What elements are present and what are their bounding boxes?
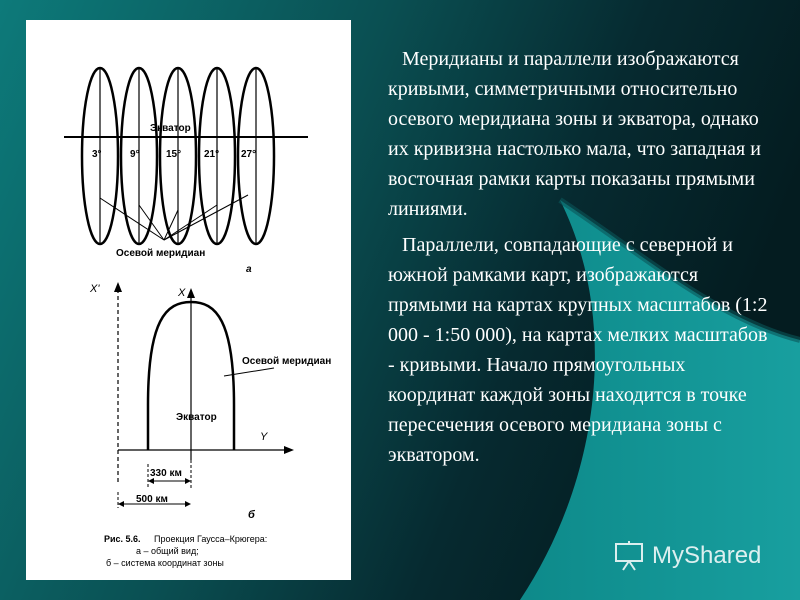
presentation-board-icon bbox=[612, 539, 646, 573]
equator-label-a: Экватор bbox=[150, 123, 191, 134]
axial-meridian-label-a: Осевой меридиан bbox=[116, 248, 206, 259]
zone-label: 15° bbox=[166, 149, 182, 160]
caption-line-2: а – общий вид; bbox=[136, 546, 199, 556]
part-a-label: а bbox=[246, 264, 252, 275]
paragraph-parallels: Параллели, совпадающие с северной и южной рамками карт, изображаются прямыми на картах крупных масштабов (1:2 000 - 1:50 000), на картах мелких масштабов - кривыми. Начало прямоугольных координат каждой зоны находится в точке пересечения осевого меридиана зоны с экватором. bbox=[388, 234, 768, 466]
x-label: X bbox=[178, 287, 186, 299]
zone-label: 21° bbox=[204, 149, 220, 160]
zone-label: 27° bbox=[241, 149, 257, 160]
caption-title: Рис. 5.6. bbox=[104, 534, 141, 544]
zone-label: 3° bbox=[92, 149, 102, 160]
watermark-text: MyShared bbox=[652, 542, 762, 569]
zone-label: 9° bbox=[130, 149, 140, 160]
y-label: Y bbox=[260, 431, 268, 443]
caption-line-1: Проекция Гаусса–Крюгера: bbox=[154, 534, 268, 544]
axial-meridian-label-b: Осевой меридиан bbox=[242, 356, 332, 367]
dim-330: 330 км bbox=[150, 468, 182, 479]
dim-500: 500 км bbox=[136, 494, 168, 505]
equator-label-b: Экватор bbox=[176, 412, 217, 423]
slide-text bbox=[388, 44, 768, 470]
part-b-label: б bbox=[248, 509, 255, 521]
x-prime-label: X' bbox=[90, 283, 100, 295]
caption-line-3: б – система координат зоны bbox=[106, 558, 224, 568]
watermark[interactable] bbox=[612, 538, 761, 574]
figure-drawing bbox=[26, 20, 351, 580]
paragraph-meridians: Меридианы и параллели изображаются кривыми, симметричными относительно осевого меридиана зоны и экватора, однако их кривизна настолько мала, что западная и восточная рамки карты показаны прямыми линиями. bbox=[388, 48, 761, 220]
projection-figure bbox=[26, 20, 351, 580]
